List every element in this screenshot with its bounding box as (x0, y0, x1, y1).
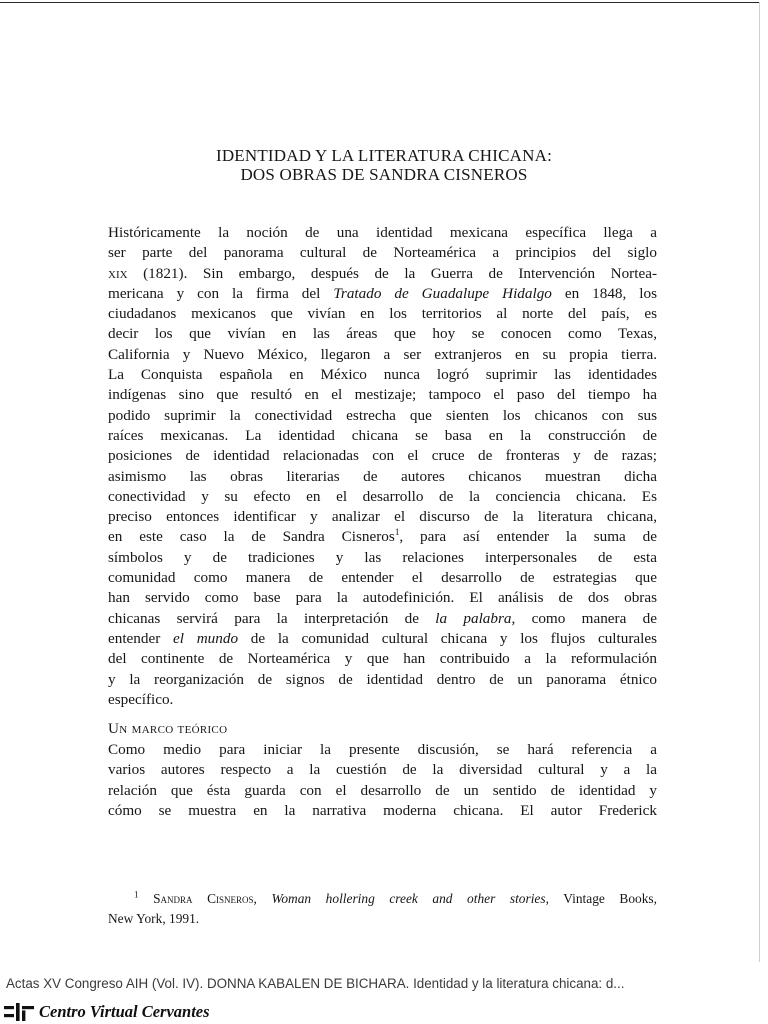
text-line (108, 527, 657, 547)
text-fragment: , para así entender la suma de (399, 528, 657, 546)
section-heading: Un marco teórico (108, 720, 228, 737)
text-line: La Conquista española en México nunca logró suprimir las identidades (108, 366, 657, 384)
text-line: indígenas sino que resultó en el mestizaje; tampoco el paso del tiempo ha (108, 386, 657, 404)
paragraph-theoretical-framework (108, 740, 657, 821)
text-line: raíces mexicanas. La identidad chicana se basa en la construcción de (108, 426, 657, 444)
text-fragment: (1821). Sin embargo, después de la Guerra de Intervención Nortea- (127, 264, 657, 282)
text-line: Históricamente la noción de una identidad mexicana específica llega a (108, 224, 657, 241)
text-line: símbolos y de tradiciones y las relaciones interpersonales de esta (108, 548, 657, 566)
text-fragment: , Vintage Books, (545, 891, 657, 906)
italic-term: la palabra (435, 609, 512, 627)
text-fragment: chicanas servirá para la interpretación de (108, 609, 436, 627)
text-fragment: entender (108, 629, 174, 647)
top-rule (0, 2, 759, 3)
text-line: y la reorganización de signos de identidad dentro de un panorama étnico (108, 670, 657, 688)
text-line: específico. (108, 690, 174, 708)
text-line: han servido como base para la autodefinición. El análisis de dos obras (108, 589, 657, 607)
roman-numeral: xix (108, 264, 128, 282)
text-line: ciudadanos mexicanos que vivían en los territorios al norte del país, es (108, 305, 657, 323)
text-fragment: en este caso la de Sandra Cisneros (108, 528, 395, 546)
text-line: Como medio para iniciar la presente discusión, se hará referencia a (108, 741, 657, 758)
text-line: decir los que vivían en las áreas que hoy se conocen como Texas, (108, 325, 657, 343)
footer-caption[interactable]: Actas XV Congreso AIH (Vol. IV). DONNA KABALEN DE BICHARA. Identidad y la literatura chicana: d... (6, 976, 625, 991)
italic-term: el mundo (173, 629, 239, 647)
article-title-line-1: IDENTIDAD Y LA LITERATURA CHICANA: (215, 146, 553, 165)
cvc-logo-text: Centro Virtual Cervantes (39, 1002, 210, 1021)
text-line: del continente de Norteamérica y que han contribuido a la reformulación (108, 650, 657, 668)
text-line (108, 629, 657, 649)
cvc-logo[interactable] (4, 1001, 210, 1023)
text-line: posiciones de identidad relacionadas con el cruce de fronteras y de razas; (108, 447, 657, 465)
text-line: cómo se muestra en la narrativa moderna chicana. El autor Frederick (108, 801, 657, 819)
text-line: varios autores respecto a la cuestión de la diversidad cultural y a la (108, 761, 657, 779)
text-line (108, 264, 657, 284)
text-line: relación que ésta guarda con el desarrollo de un sentido de identidad y (108, 781, 657, 799)
footnote-line: New York, 1991. (108, 910, 200, 926)
footnote-author: Sandra Cisneros (153, 891, 254, 906)
footnote-work-title: Woman hollering creek and other stories (271, 891, 546, 906)
text-line: podido suprimir la conectividad estrecha que sienten los chicanos con sus (108, 406, 657, 424)
text-fragment: de la comunidad cultural chicana y los flujos culturales (238, 629, 658, 647)
footnote-marker: 1 (134, 889, 139, 900)
text-line: preciso entonces identificar y analizar el discurso de la literatura chicana, (108, 508, 657, 526)
text-line: California y Nuevo México, llegaron a ser extranjeros en su propia tierra. (108, 345, 657, 363)
text-fragment: , (253, 891, 272, 906)
text-line: conectividad y su efecto en el desarrollo de la conciencia chicana. Es (108, 487, 657, 505)
text-line: comunidad como manera de entender el desarrollo de estrategias que (108, 569, 657, 587)
text-line (108, 609, 657, 629)
text-fragment: , como manera de (511, 609, 657, 627)
text-line (108, 284, 657, 304)
article-title-line-2: DOS OBRAS DE SANDRA CISNEROS (240, 165, 528, 184)
footnote (108, 889, 657, 928)
cvc-logo-icon (4, 1003, 34, 1021)
text-line: asimismo las obras literarias de autores chicanos muestran dicha (108, 467, 657, 485)
italic-title: Tratado de Guadalupe Hidalgo (333, 284, 552, 302)
text-fragment: en 1848, los (551, 284, 657, 302)
footnote-line (108, 889, 657, 909)
footnote-reference[interactable]: 1 (394, 527, 400, 538)
text-fragment: mericana y con la firma del (108, 284, 334, 302)
paragraph-introduction (108, 223, 657, 710)
text-line: ser parte del panorama cultural de Norteamérica a principios del siglo (108, 244, 657, 262)
